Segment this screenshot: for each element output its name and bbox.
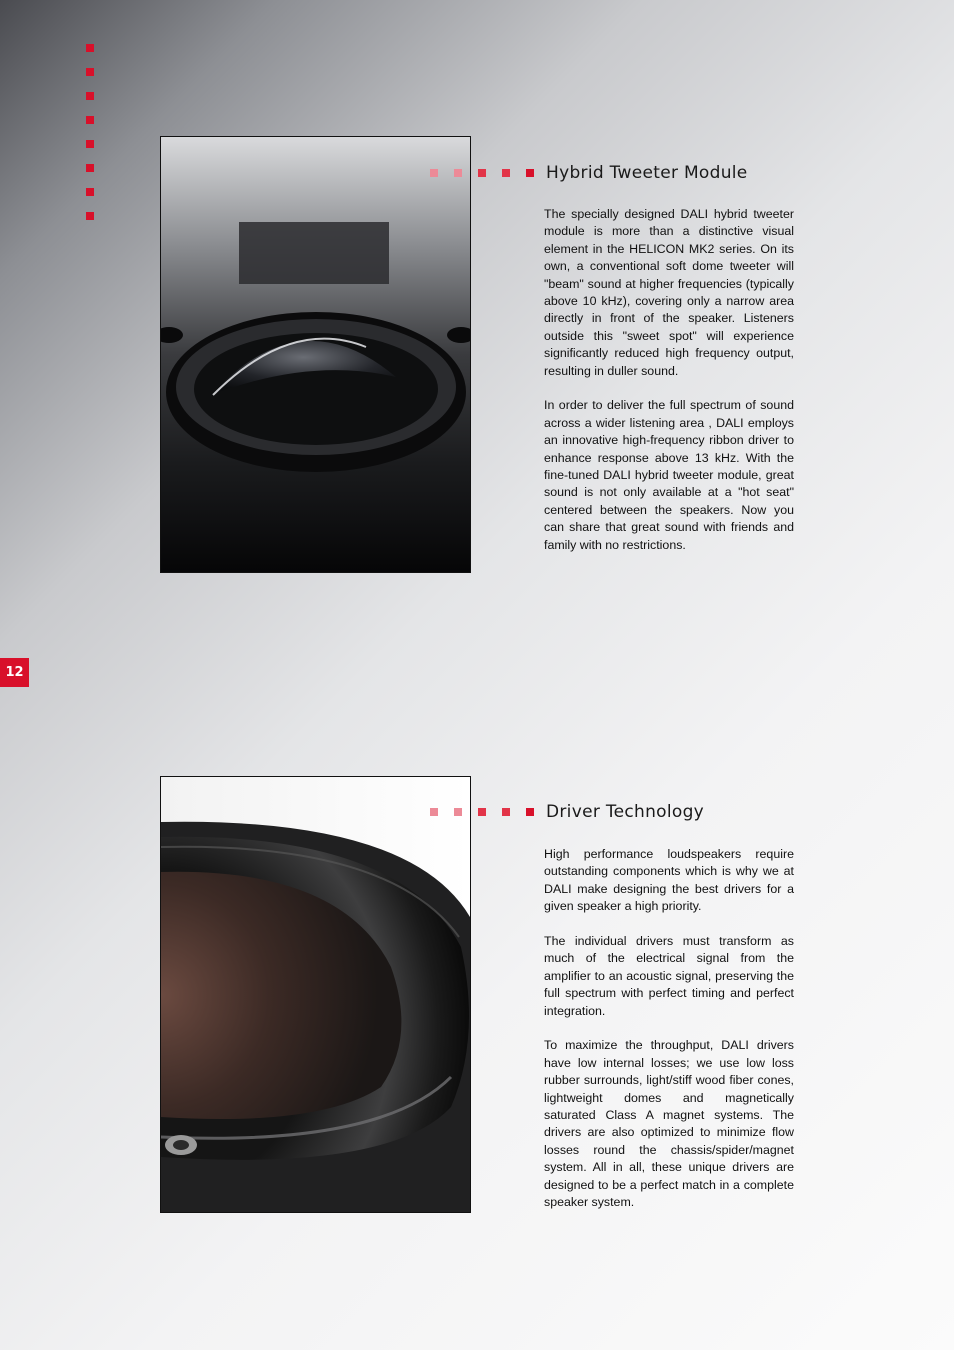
side-square — [86, 44, 94, 52]
paragraph: The individual drivers must transform as much of the electrical signal from the amplifier to an acoustic signal, preserving the full spectrum with perfect timing and perfect integration. — [544, 934, 794, 1018]
side-square — [86, 116, 94, 124]
heading-bullet-dots — [430, 169, 546, 177]
driver-heading-row — [430, 802, 704, 822]
side-square-markers — [86, 44, 94, 236]
tweeter-photo — [160, 136, 471, 573]
side-square — [86, 212, 94, 220]
side-square — [86, 140, 94, 148]
side-square — [86, 164, 94, 172]
side-square — [86, 68, 94, 76]
heading-bullet-dots — [430, 808, 546, 816]
paragraph: In order to deliver the full spectrum of sound across a wider listening area , DALI employs an innovative high-frequency ribbon driver to enhance response above 13 kHz. With the fine-tuned DALI hybrid tweeter module, great sound is not only available at a "hot seat" centered between the speakers. Now you can share that great sound with friends and family with no restrictions. — [544, 398, 794, 552]
paragraph: To maximize the throughput, DALI drivers have low internal losses; we use low loss rubber surrounds, light/stiff wood fiber cones, lightweight domes and magnetically saturated Class A magnet systems. The drivers are also optimized to minimize flow losses round the chassis/spider/magnet system. All in all, these unique drivers are designed to be a perfect match in a complete speaker system. — [544, 1038, 794, 1210]
tweeter-text — [544, 206, 794, 572]
paragraph: High performance loudspeakers require outstanding components which is why we at DALI make designing the best drivers for a given speaker a high priority. — [544, 847, 794, 914]
driver-text — [544, 846, 794, 1229]
section-heading: Hybrid Tweeter Module — [546, 163, 748, 183]
side-square — [86, 92, 94, 100]
tweeter-heading-row — [430, 163, 748, 183]
side-square — [86, 188, 94, 196]
driver-photo — [160, 776, 471, 1213]
page-number: 12 — [0, 658, 29, 687]
section-heading: Driver Technology — [546, 802, 705, 822]
paragraph: The specially designed DALI hybrid tweeter module is more than a distinctive visual element in the HELICON MK2 series. On its own, a conventional soft dome tweeter will "beam" sound at higher frequencies (typically above 10 kHz), covering only a narrow area directly in front of the speaker. Listeners outside this "sweet spot" will experience significantly reduced high frequency output, resulting in duller sound. — [544, 207, 794, 378]
